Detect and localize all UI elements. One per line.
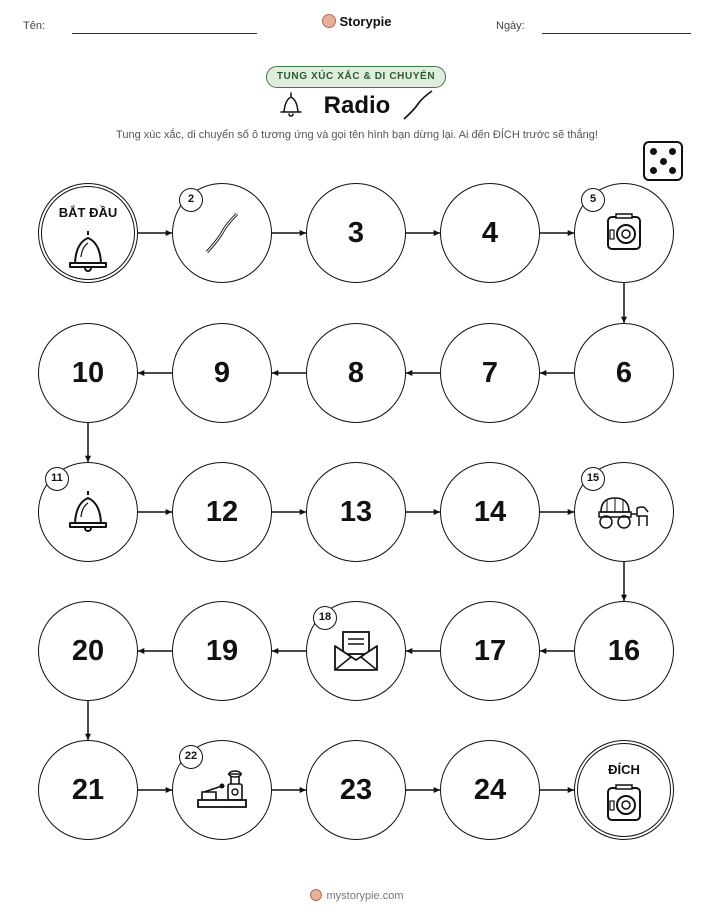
space-number: 16 [607,634,641,667]
finish-space [574,740,674,840]
board-space-13 [306,462,406,562]
board-space-23 [306,740,406,840]
arrowhead-icon [406,648,412,654]
wagon-icon [597,494,651,535]
storypie-logo-icon [310,889,322,901]
space-number: 17 [473,634,507,667]
board-space-2 [172,183,272,283]
board-space-24 [440,740,540,840]
brand-name: Storypie [339,14,392,29]
space-number: 6 [615,356,633,389]
arrowhead-icon [272,370,278,376]
telegraph-icon [194,768,250,817]
board-space-11 [38,462,138,562]
arrowhead-icon [272,648,278,654]
space-number: 9 [213,356,231,389]
space-number: 21 [71,773,105,806]
start-label: BẮT ĐẦU [58,205,118,220]
board-space-5 [574,183,674,283]
space-number: 8 [347,356,365,389]
board-space-22 [172,740,272,840]
footer [0,889,714,902]
space-number: 23 [339,773,373,806]
space-number-badge: 2 [179,188,203,212]
speaker-icon [604,213,644,258]
bell-icon [65,487,111,542]
space-number: 4 [481,216,499,249]
arrowhead-icon [138,370,144,376]
space-number-badge: 15 [581,467,605,491]
arrowhead-icon [406,370,412,376]
space-number-badge: 18 [313,606,337,630]
footer-site: mystorypie.com [326,890,404,902]
finish-label: ĐÍCH [608,762,640,777]
arrowhead-icon [540,648,546,654]
wire-icon [202,210,242,261]
board-space-12 [172,462,272,562]
space-number: 10 [71,356,105,389]
space-number-badge: 11 [45,467,69,491]
page-title: Radio [323,92,391,119]
space-number: 3 [347,216,365,249]
board-space-7 [440,323,540,423]
envelope-icon [331,628,381,679]
board-space-8 [306,323,406,423]
speaker-icon [604,784,644,829]
board-space-19 [172,601,272,701]
space-number: 14 [473,495,507,528]
instructions: Tung xúc xắc, di chuyển số ô tương ứng và gọi tên hình bạn dừng lại. Ai đến ĐÍCH trước sẽ thắng! [116,129,598,141]
board-space-21 [38,740,138,840]
board-space-18 [306,601,406,701]
board-space-4 [440,183,540,283]
space-number-badge: 5 [581,188,605,212]
space-number: 20 [71,634,105,667]
board-space-15 [574,462,674,562]
board-space-10 [38,323,138,423]
board-space-3 [306,183,406,283]
bell-icon [65,227,111,282]
arrowhead-icon [138,648,144,654]
board-space-16 [574,601,674,701]
space-number: 12 [205,495,239,528]
name-label: Tên: [23,20,46,32]
space-number: 13 [339,495,373,528]
game-tag: TUNG XÚC XẮC & DI CHUYỂN [266,66,446,88]
board-space-20 [38,601,138,701]
space-number: 24 [473,773,507,806]
space-number: 19 [205,634,239,667]
arrowhead-icon [540,370,546,376]
board-space-17 [440,601,540,701]
start-space [38,183,138,283]
date-label: Ngày: [496,20,525,32]
space-number: 7 [481,356,499,389]
board-space-9 [172,323,272,423]
board-space-6 [574,323,674,423]
board-space-14 [440,462,540,562]
space-number-badge: 22 [179,745,203,769]
